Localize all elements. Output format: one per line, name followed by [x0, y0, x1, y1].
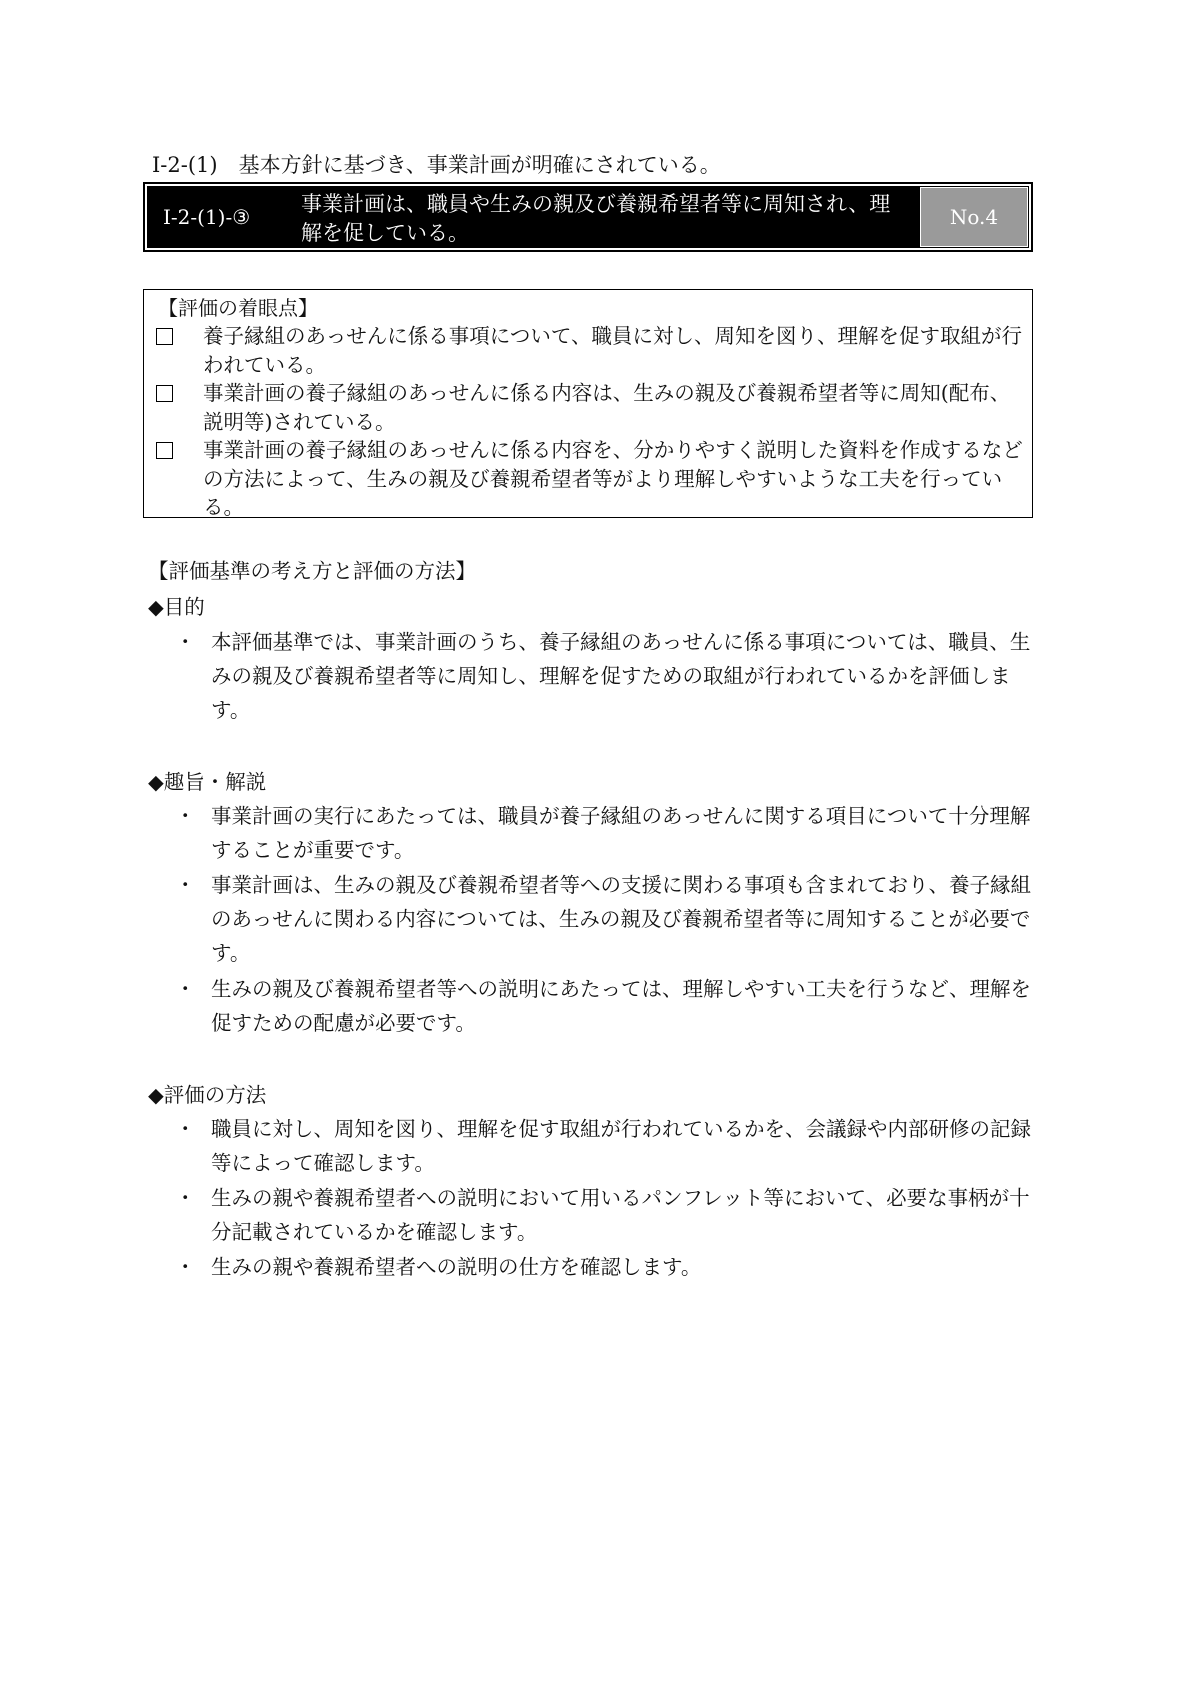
explanation-heading: ◆趣旨・解説	[148, 770, 267, 794]
evaluation-points-label: 【評価の着眼点】	[158, 296, 318, 320]
bullet-icon: ・	[175, 1186, 196, 1210]
bullet-text: 生みの親や養親希望者への説明の仕方を確認します。	[211, 1255, 702, 1279]
bullet-text: 事業計画は、生みの親及び養親希望者等への支援に関わる事項も含まれており、養子縁組のあっせんに関わる内容については、生みの親及び養親希望者等に周知することが必要です。	[211, 873, 1031, 965]
bullet-text: 生みの親及び養親希望者等への説明にあたっては、理解しやすい工夫を行うなど、理解を促すための配慮が必要です。	[211, 977, 1031, 1035]
bullet-text: 職員に対し、周知を図り、理解を促す取組が行われているかを、会議録や内部研修の記録等によって確認します。	[211, 1117, 1031, 1175]
bullet-icon: ・	[175, 1255, 196, 1279]
bullet-icon: ・	[175, 804, 196, 828]
checkbox-icon	[156, 385, 173, 402]
bullet-icon: ・	[175, 1117, 196, 1141]
bullet-icon: ・	[175, 977, 196, 1001]
checkbox-icon	[156, 442, 173, 459]
section-title: Ⅰ-2-(1) 基本方針に基づき、事業計画が明確にされている。	[152, 153, 721, 177]
method-heading: ◆評価の方法	[148, 1083, 267, 1107]
criterion-header	[143, 182, 1033, 252]
bullet-icon: ・	[175, 873, 196, 897]
bullet-icon: ・	[175, 630, 196, 654]
evaluation-point-text: 事業計画の養子縁組のあっせんに係る内容は、生みの親及び養親希望者等に周知(配布、説明等)されている。	[203, 381, 1011, 434]
evaluation-points-box	[143, 289, 1033, 518]
criterion-code: Ⅰ-2-(1)-③	[163, 205, 251, 229]
evaluation-point-text: 事業計画の養子縁組のあっせんに係る内容を、分かりやすく説明した資料を作成するなどの方法によって、生みの親及び養親希望者等がより理解しやすいような工夫を行っている。	[203, 438, 1023, 519]
bullet-text: 事業計画の実行にあたっては、職員が養子縁組のあっせんに関する項目について十分理解することが重要です。	[211, 804, 1031, 862]
checkbox-icon	[156, 328, 173, 345]
bullet-text: 生みの親や養親希望者への説明において用いるパンフレット等において、必要な事柄が十分記載されているかを確認します。	[211, 1186, 1030, 1244]
criterion-title: 事業計画は、職員や生みの親及び養親希望者等に周知され、理解を促している。	[301, 192, 891, 245]
criteria-heading: 【評価基準の考え方と評価の方法】	[148, 559, 476, 583]
evaluation-point-text: 養子縁組のあっせんに係る事項について、職員に対し、周知を図り、理解を促す取組が行われている。	[203, 324, 1022, 377]
purpose-heading: ◆目的	[148, 595, 205, 619]
bullet-text: 本評価基準では、事業計画のうち、養子縁組のあっせんに係る事項については、職員、生みの親及び養親希望者等に周知し、理解を促すための取組が行われているかを評価します。	[211, 630, 1031, 722]
criterion-number: No.4	[920, 187, 1028, 247]
